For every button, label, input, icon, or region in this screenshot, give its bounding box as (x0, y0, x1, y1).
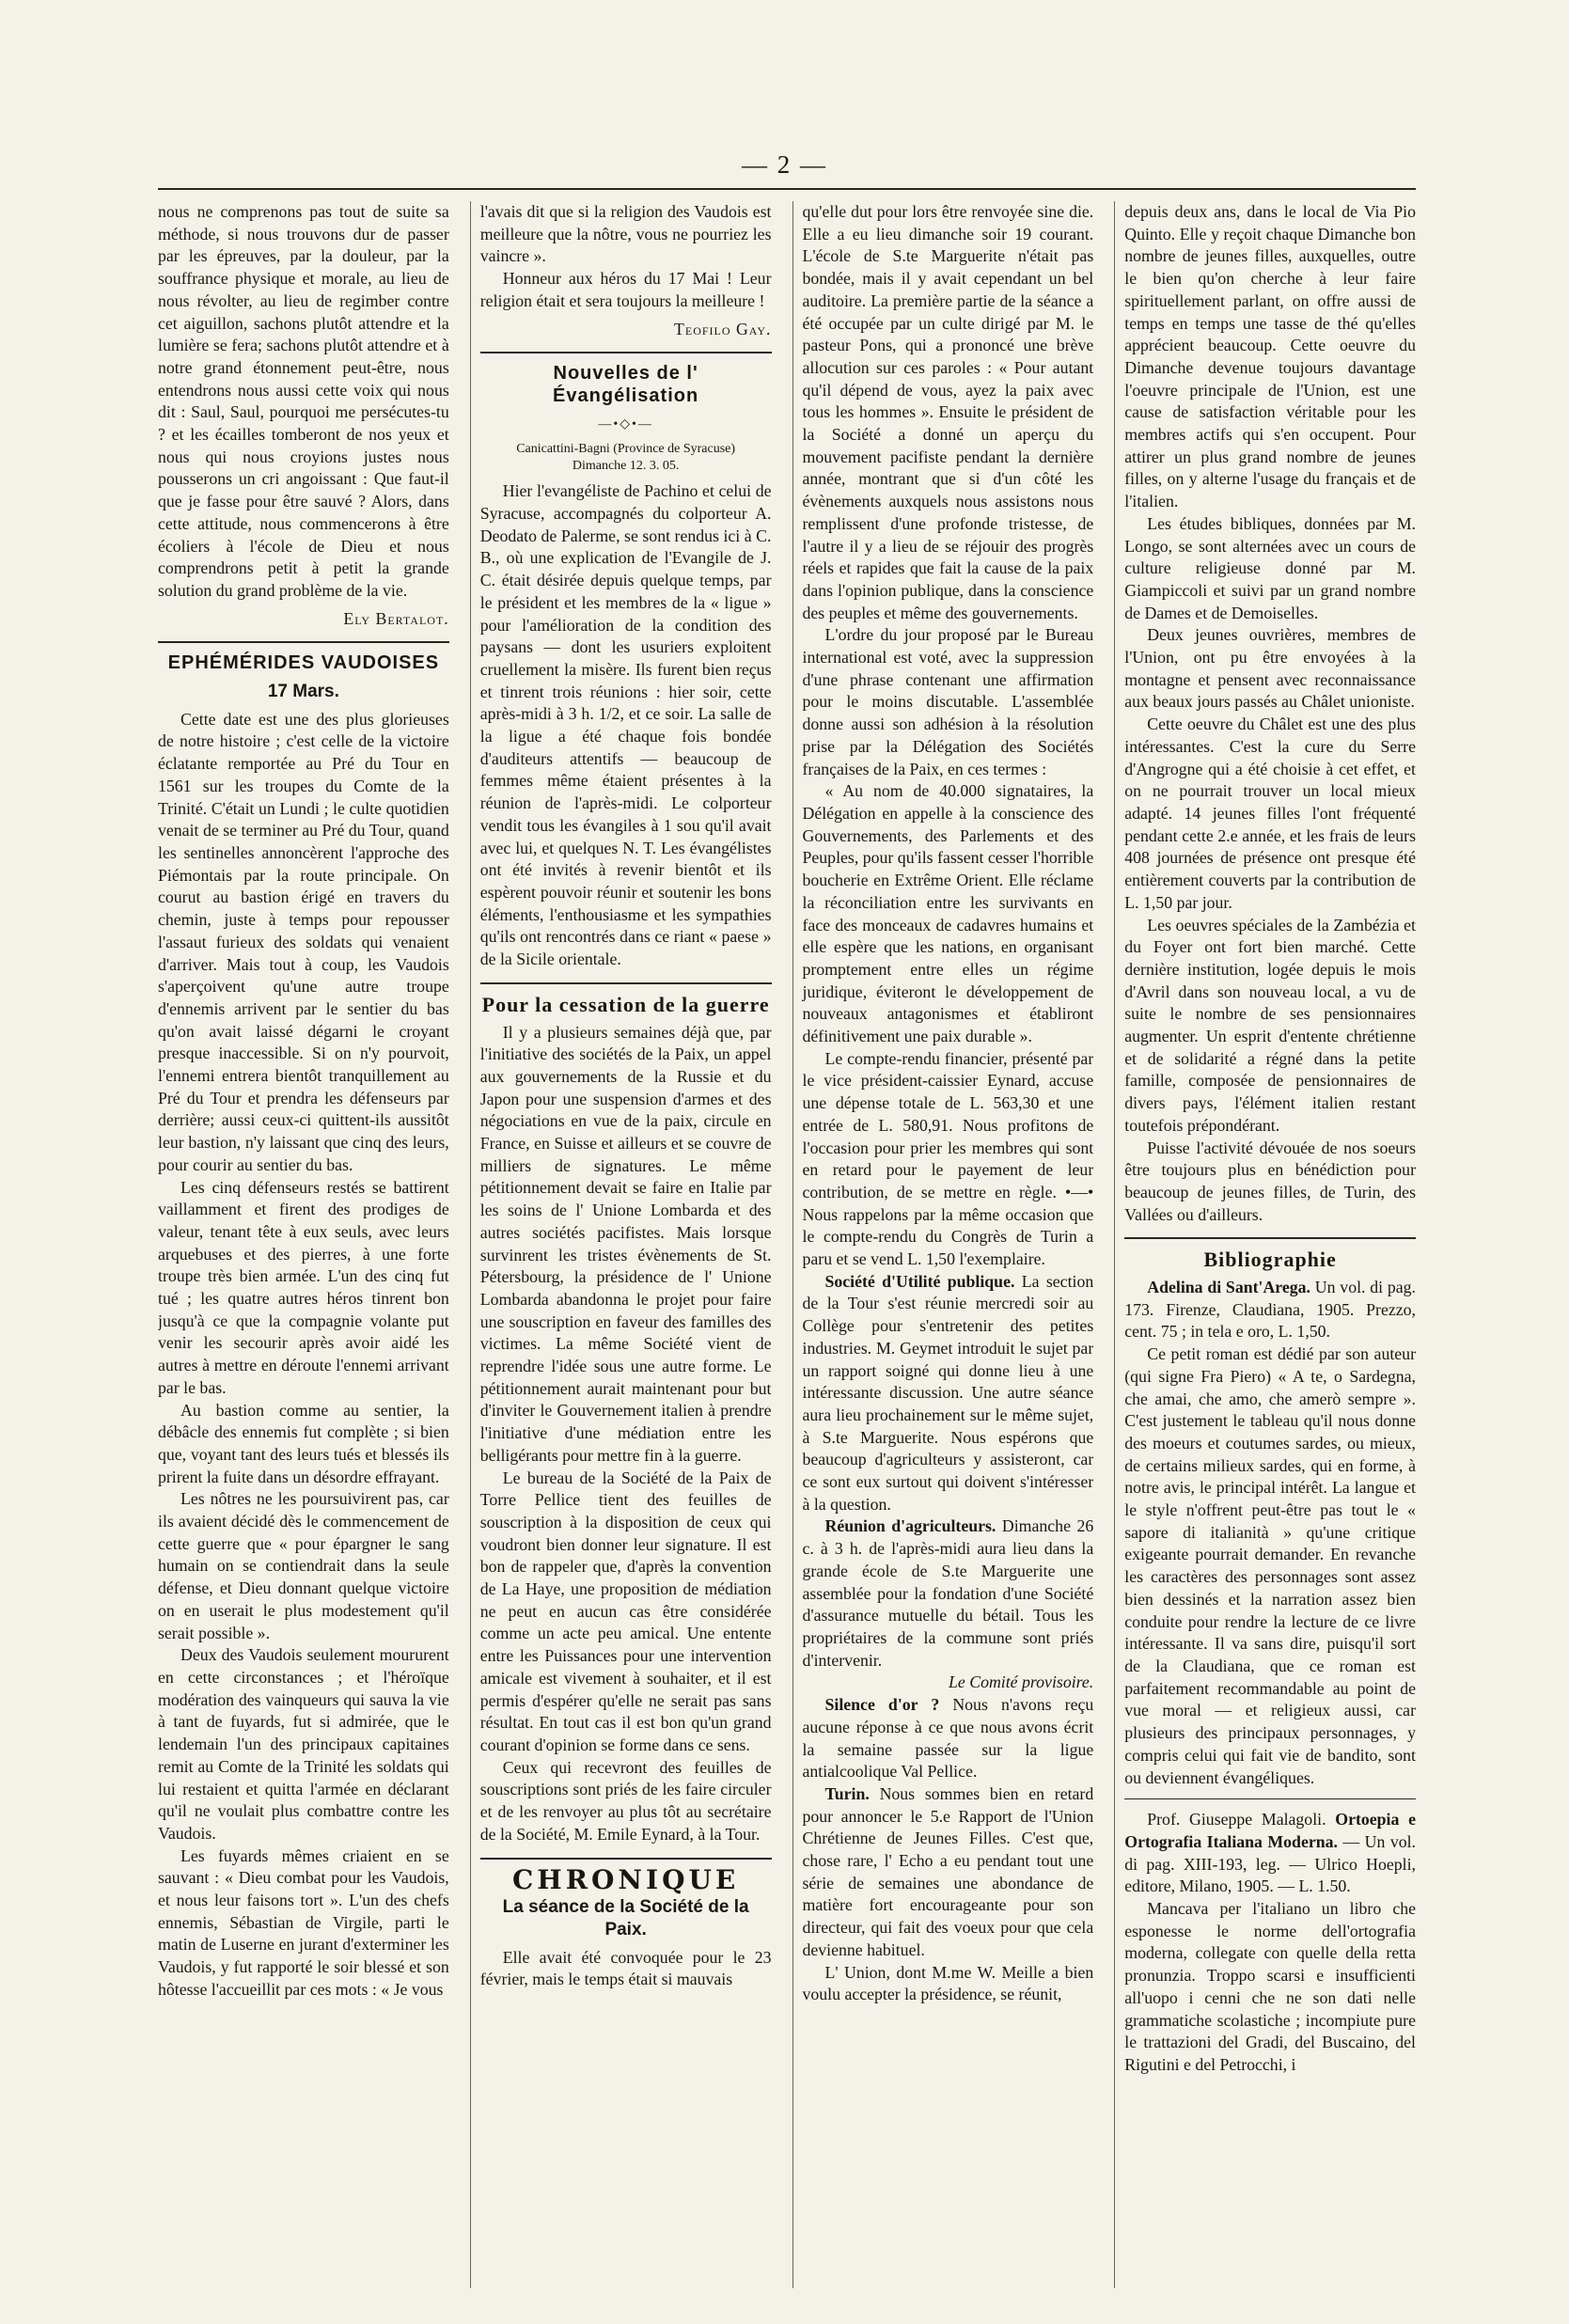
article-paragraph (1124, 1809, 1416, 1898)
author-name: Prof. Giuseppe Malagoli. (1147, 1810, 1326, 1829)
column-1 (158, 201, 449, 2288)
dateline-date: Dimanche 12. 3. 05. (572, 459, 680, 474)
section-heading-chronique: CHRONIQUE (480, 1858, 772, 1892)
article-paragraph: Les études bibliques, données par M. Longo, se sont alternées avec un cours de culture religieuse donné par M. Giampiccoli et suivi par un grand nombre de Dames et de Demoiselles. (1124, 513, 1416, 622)
article-paragraph: L' Union, dont M.me W. Meille a bien voulu accepter la présidence, se réunit, (802, 1962, 1094, 2004)
paragraph-body: Dimanche 26 c. à 3 h. de l'après-midi aura lieu dans la grande école de S.te Marguerite une assemblée pour la fondation d'une Société d'assurance mutuelle du bétail. Tous les propriétaires de la commune sont priés d'intervenir. (802, 1516, 1094, 1670)
subheading-date: 17 Mars. (267, 682, 339, 702)
section-heading-guerre: Pour la cessation de la guerre (480, 982, 772, 1016)
article-paragraph: Cette date est une des plus glorieuses de notre histoire ; c'est celle de la victoire éclatante remportée au Pré du Tour en 1561 sur les troupes du Comte de la Trinité. C'était un Lundi ; le culte quotidien venait de se terminer au Pré du Tour, quand les sentinelles annoncèrent l'approche des Piémontais par la route principale. On courut au bastion érigé en travers du chemin, juste à temps pour repousser l'assaut furieux des soldats qui venaient d'arriver. Mais tout à coup, les Vaudois s'aperçoivent qu'une autre troupe d'ennemis arrivent par le sentier du bas qu'on avait laissé dégarni le croyant presque inaccessible. Si on n'y pourvoit, l'ennemi entrera bientôt tranquillement au Pré du Tour et prendra les défenseurs par derrière; aussi ceux-ci quittent-ils aussitôt leur bastion, n'y laissant que cinq des leurs, pour courir au sentier du bas. (158, 709, 449, 1174)
dateline (480, 441, 772, 475)
paragraph-body: Un vol. di pag. 173. Firenze, Claudiana, 1905. Prezzo, cent. 75 ; in tela e oro, L. 1,50. (1124, 1278, 1416, 1342)
book-title: Ortoepia e Ortografia Italiana Moderna. (1124, 1810, 1416, 1851)
article-paragraph: Les nôtres ne les poursuivirent pas, car ils avaient décidé dès le commencement de cette guerre que « pour épargner le sang humain on se contiendrait dans la seule défense, et Dieu donnant quelque victoire on en userait le plus modestement qu'il serait possible ». (158, 1489, 449, 1642)
column-4 (1114, 201, 1416, 2288)
article-paragraph: Ce petit roman est dédié par son auteur (qui signe Fra Piero) « A te, o Sardegna, che amai, che amo, che amerò sempre ». C'est justement le tableau qu'il nous donne des moeurs et coutumes sardes, ou mieux, de certains milieux sardes, qui en forme, à notre avis, le principal intérêt. La langue et le style n'offrent peut-être pas tout le « sapore di italianità » qu'une critique exigeante pourrait demander. En revanche les caractères des personnages sont assez bien dessinés et la narration assez bien conduite pour rendre la lecture de ce livre intéressante. Il va sans dire, puisqu'il sort de la Claudiana, que ce roman est parfaitement recommandable au point de vue moral — et religieux aussi, car plusieurs des principaux personnages, y compris celui qui fait vie de bandito, sont ou deviennent évangéliques. (1124, 1344, 1416, 1787)
columns (158, 201, 1416, 2288)
article-paragraph: depuis deux ans, dans le local de Via Pio Quinto. Elle y reçoit chaque Dimanche bon nombre de jeunes filles, auxquelles, outre le bien qu'on cherche à leur faire spirituellement parlant, on offre aussi de temps en temps une tasse de thé qu'elles apprécient beaucoup. Cette oeuvre du Dimanche devenue toujours davantage l'oeuvre principale de l'Union, est une cause de satisfaction véritable pour les membres actifs qui s'en occupent. Pour attirer un plus grand nombre de jeunes filles, on y alterne l'usage du français et de l'italien. (1124, 202, 1416, 511)
article-paragraph: Deux jeunes ouvrières, membres de l'Union, ont pu être envoyées à la montagne et pensent avec reconnaissance aux beaux jours passés au Châlet unioniste. (1124, 625, 1416, 712)
article-paragraph: Ceux qui recevront des feuilles de souscriptions sont priés de les faire circuler et de les renvoyer au plus tôt au secrétaire de la Société, M. Emile Eynard, à la Tour. (479, 1757, 772, 1844)
article-paragraph (803, 1271, 1094, 1516)
article-paragraph: Les cinq défenseurs restés se battirent vaillamment et firent des prodiges de valeur, tenant tête à eux seuls, avec leurs arquebuses et des pierres, à une forte troupe très bien armée. L'un des cinq fut tué ; les quatre autres héros tinrent bon jusqu'à ce que la compagnie volante put venir les secourir après avoir aidé les autres à mettre en déroute l'ennemi arrivant par le bas. (158, 1177, 449, 1397)
signature: Teofilo Gay. (674, 319, 772, 338)
article-paragraph: Au bastion comme au sentier, la débâcle des ennemis fut complète ; si bien que, voyant tant des leurs tués et blessés ils prirent la fuite dans un désordre effrayant. (158, 1400, 449, 1486)
paragraph-body: Nous n'avons reçu aucune réponse à ce que nous avons écrit la semaine passée sur la ligue antialcoolique Val Pellice. (802, 1695, 1094, 1782)
article-paragraph (803, 1694, 1094, 1783)
section-heading-bibliographie: Bibliographie (1124, 1237, 1416, 1271)
section-heading-ephemerides: EPHÉMÉRIDES VAUDOISES (158, 641, 449, 675)
article-paragraph: Les fuyards mêmes criaient en se sauvant : « Dieu combat pour les Vaudois, et nous leur faisons tort ». L'un des chefs ennemis, Sébastian de Virgile, parti le matin de Luserne en jurant d'exterminer les Vaudois, y fut rapporté le soir blessé et son hôtesse l'accueillit par ces mots : « Je vous (158, 1845, 449, 1999)
subheading-seance: La séance de la Société de la Paix. (502, 1897, 749, 1939)
flourish-ornament: —•◇•— (598, 416, 653, 432)
article-paragraph: nous ne comprenons pas tout de suite sa méthode, si nous trouvons dur de passer par les épreuves, par la douleur, par la souffrance physique et morale, au lieu de nous révolter, au lieu de regimber contre cet aiguillon, sachons plutôt attendre et la lumière se fera; sachons plutôt attendre et à notre grand étonnement peut-être, nous entendrons nous aussi cette voix qui nous dit : Saul, Saul, pourquoi me persécutes-tu ? et les écailles tomberont de nos yeux et nous qui nous croyions justes nous pousserons un cri angoissant : Que faut-il que je fasse pour être sauvé ? Alors, dans cette attitude, nous commencerons à être écoliers à l'école de Dieu et nous comprendrons petit à petit la grande solution du grand problème de la vie. (158, 202, 449, 600)
article-paragraph: qu'elle dut pour lors être renvoyée sine die. Elle a eu lieu dimanche soir 19 courant. L'école de S.te Marguerite n'était pas bondée, mais il y avait cependant un bel auditoire. La première partie de la séance a été occupée par un culte dirigé par M. le pasteur Pons, qui a prononcé une brève allocution sur ces paroles : « Pour autant qu'il dépend de vous, ayez la paix avec tous les hommes ». Ensuite le président de la Société a donné un aperçu du mouvement pacifiste pendant la dernière année, montrant que si d'un côté les évènements auxquels nous assistons nous remplissent d'une profonde tristesse, de l'autre il y a lieu de se réjouir des progrès réels et rapides que fait la cause de la paix dans l'opinion publique, dans la conscience des peuples et même des gouvernements. (802, 202, 1094, 622)
article-paragraph: Elle avait été convoquée pour le 23 février, mais le temps était si mauvais (479, 1947, 772, 1989)
article-paragraph: Mancava per l'italiano un libro che esponesse le norme dell'ortografia moderna, collegate con quelle della retta pronunzia. Troppo scarsi e insufficienti all'uopo i cenni che ne son dati nelle grammatiche scolastiche ; incompiute pure le trattazioni del Gradi, del Buscaino, del Rigutini e del Petrocchi, i (1124, 1899, 1416, 2074)
signature: Le Comité provisoire. (948, 1672, 1094, 1692)
paragraph-body: La section de la Tour s'est réunie mercredi soir au Collège pour s'entretenir des petites industries. M. Geymet introduit le sujet par un rapport soigné qui donne lieu à une intéressante discussion. Une autre séance aura lieu prochainement sur le même sujet, à S.te Marguerite. Nous espérons que beaucoup d'agriculteurs y assisteront, car ce sont eux surtout qui doivent s'intéresser à la question. (802, 1271, 1094, 1514)
article-paragraph: Le compte-rendu financier, présenté par le vice président-caissier Eynard, accuse une dépense totale de L. 563,30 et une entrée de L. 580,91. Nous profitons de l'occasion pour prier les membres qui sont en retard pour le payement de leur contribution, de se mettre en règle. •—• Nous rappelons par la même occasion que le compte-rendu du Congrès de Turin a paru et se vend L. 1,50 l'exemplaire. (802, 1048, 1094, 1269)
column-3 (792, 201, 1094, 2288)
article-paragraph (1124, 1277, 1416, 1343)
article-paragraph: l'avais dit que si la religion des Vaudois est meilleure que la nôtre, vous ne pourriez les vaincre ». (479, 202, 772, 266)
article-paragraph (803, 1515, 1094, 1672)
paragraph-lead: Turin. (824, 1783, 870, 1803)
dateline-place: Canicattini-Bagni (Province de Syracuse) (516, 442, 736, 457)
paragraph-lead: Société d'Utilité publique. (824, 1271, 1015, 1291)
section-heading-evangelisation: Nouvelles de l' Évangélisation (480, 352, 772, 407)
article-paragraph: Deux des Vaudois seulement moururent en cette circonstances ; et l'héroïque modération des vainqueurs qui sauva la vie à tant de fuyards, fut si admirée, que le lendemain l'un des principaux capitaines remit au Comte de la Trinité les soldats qui lui restaient et quitta l'armée en déclarant qu'il ne voulait plus combattre contre les Vaudois. (158, 1645, 449, 1843)
book-details: — Un vol. di pag. XIII-193, leg. — Ulrico Hoepli, editore, Milano, 1905. — L. 1.50. (1124, 1831, 1416, 1896)
page-number: — 2 — (742, 150, 827, 179)
article-paragraph: Le bureau de la Société de la Paix de Torre Pellice tient des feuilles de souscription à la disposition de ceux qui voudront bien donner leur signature. Il est bon de rappeler que, d'après la convention de La Haye, une proposition de médiation ne peut en aucun cas être considérée comme un acte peu amical. Une entente entre les Puissances pour une intervention amicale est vivement à souhaiter, et il est permis d'espérer qu'elle ne serait pas sans résultat. En tout cas il est bon qu'un grand courant d'opinion se forme dans ce sens. (479, 1468, 772, 1754)
article-paragraph: « Au nom de 40.000 signataires, la Délégation en appelle à la conscience des Gouvernements, des Parlements et des Peuples, pour qu'ils fassent cesser l'horrible boucherie en Extrême Orient. Elle réclame la réconciliation entre les survivants en face des monceaux de cadavres humains et elle espère que les nations, en organisant promptement entre elles un régime juridique, éviteront le développement de nouveaux antagonismes et établiront définitivement une paix durable ». (802, 781, 1094, 1046)
header-rule (158, 188, 1416, 190)
divider (1124, 1798, 1416, 1799)
article-paragraph: L'ordre du jour proposé par le Bureau international est voté, avec la suppression d'une phrase contenant une affirmation pour le moins discutable. L'assemblée donne aussi son adhésion à la résolution prise par la Délégation des Sociétés françaises de la Paix, en ces termes : (802, 625, 1094, 778)
paragraph-lead: Adelina di Sant'Arega. (1147, 1278, 1310, 1297)
article-paragraph: Honneur aux héros du 17 Mai ! Leur religion était et sera toujours la meilleure ! (479, 269, 772, 310)
signature: Ely Bertalot. (343, 608, 449, 628)
article-paragraph: Puisse l'activité dévouée de nos soeurs être toujours plus en bénédiction pour beaucoup de jeunes filles, de Turin, des Vallées ou d'ailleurs. (1124, 1138, 1416, 1224)
column-2 (470, 201, 772, 2288)
article-paragraph: Les oeuvres spéciales de la Zambézia et du Foyer ont fort bien marché. Cette dernière institution, logée depuis le mois d'Avril dans son nouveau local, a vu de suite le nombre de ses pensionnaires augmenter. Un esprit d'entente chrétienne et de solidarité a régné dans la petite famille, composée de pensionnaires de divers pays, l'élément italien restant toutefois prépondérant. (1124, 915, 1416, 1135)
article-paragraph (803, 1783, 1094, 1962)
article-paragraph: Il y a plusieurs semaines déjà que, par l'initiative des sociétés de la Paix, un appel aux gouvernements de la Russie et du Japon pour une suspension d'armes et des négociations en vue de la paix, circule en France, en Suisse et ailleurs et se couvre de milliers de signatures. Le même pétitionnement devait se faire en Italie par les soins de l' Unione Lombarda et des autres sociétés pacifistes. Mais lorsque survinrent les tristes évènements de St. Pétersbourg, la présidence de l' Unione Lombarda abandonna le projet pour faire une souscription en faveur des familles des victimes. La même Société vient de reprendre l'idée sous une autre forme. Le pétitionnement aurait maintenant pour but d'inviter le Gouvernement italien à prendre l'initiative d'une médiation entre les belligérants pour mettre fin à la guerre. (479, 1022, 772, 1465)
paragraph-body: Nous sommes bien en retard pour annoncer le 5.e Rapport de l'Union Chrétienne de Jeunes Filles. C'est que, chose rare, l' Echo a eu pendant tout une série de semaines une abondance de matière fort encourageante pour son directeur, qui fait des voeux pour que cela devienne habituel. (802, 1783, 1094, 1959)
article-paragraph: Hier l'evangéliste de Pachino et celui de Syracuse, accompagnés du colporteur A. Deodato de Palerme, se sont rendus ici à C. B., où une explication de l'Evangile de J. C. était désirée depuis quelque temps, par le président et les membres de la « ligue » pour l'amélioration de la condition des paysans — dont les usuriers exploitent cruellement la misère. Ils furent bien reçus et tinrent trois réunions : hier soir, cette après-midi à 3 h. 1/2, et ce soir. La salle de la ligue a été chaque fois bondée d'auditeurs attentifs — beaucoup de femmes même étaient présentes à la réunion de l'après-midi. Le colporteur vendit tous les évangiles à 1 sou qu'il avait avec lui, et quelques N. T. Les évangélistes ont été invités à revenir bientôt et ils espèrent pouvoir réunir et soutenir les bons éléments, l'enthousiasme et les sympathies qu'ils ont rencontrés dans ce riant « paese » de la Sicile orientale. (479, 481, 772, 969)
paragraph-lead: Silence d'or ? (824, 1695, 940, 1715)
paragraph-lead: Réunion d'agriculteurs. (824, 1516, 996, 1536)
article-paragraph: Cette oeuvre du Châlet est une des plus intéressantes. C'est la cure du Serre d'Angrogne qui a été choisie à cet effet, et on ne pourrait trouver un local mieux adapté. 14 jeunes filles l'ont fréquenté pendant cette 2.e année, et les frais de leurs 408 journées de présence ont presque été entièrement couverts par la contribution de L. 1,50 par jour. (1124, 714, 1416, 912)
